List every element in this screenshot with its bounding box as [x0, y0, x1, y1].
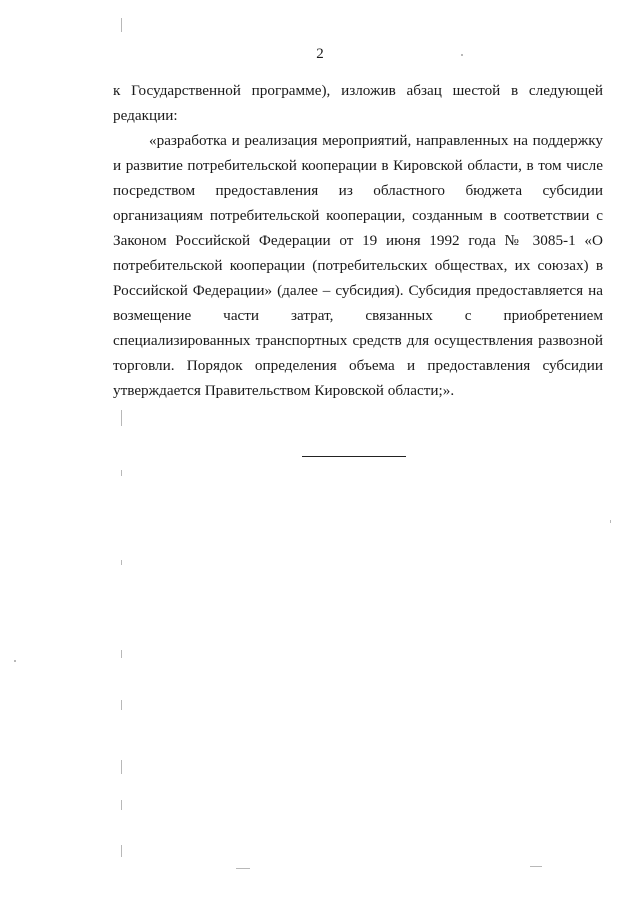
- scan-artifact: [461, 54, 463, 56]
- scan-artifact: [121, 845, 122, 857]
- scan-artifact: [610, 520, 611, 523]
- scan-artifact: [121, 700, 122, 710]
- paragraph-continuation: к Государственной программе), изложив абзац шестой в следующей редакции:: [113, 82, 603, 124]
- paragraph-amendment-text: «разработка и реализация мероприятий, направленных на поддержку и развитие потребительской кооперации в Кировской области, в том числе посредством предоставления из областного бюджета субсидии организациям потребительской кооперации, созданным в соответствии с Законом Российской Федерации от 19 июня 1992 года № 3085-1 «О потребительской кооперации (потребительских обществах, их союзах) в Российской Федерации» (далее – субсидия). Субсидия предоставляется на возмещение части затрат, связанных с приобретением специализированных транспортных средств для осуществления развозной торговли. Порядок определения объема и предоставления субсидии утверждается Правительством Кировской области;».: [113, 132, 603, 399]
- scan-artifact: [121, 760, 122, 774]
- scan-artifact: [121, 470, 122, 476]
- scan-artifact: [121, 410, 122, 426]
- page-number: 2: [316, 46, 324, 62]
- document-body: [113, 78, 603, 403]
- scan-artifact: [121, 560, 122, 565]
- scan-artifact: [121, 650, 122, 658]
- scan-artifact: [121, 800, 122, 810]
- scan-artifact: [121, 18, 122, 32]
- scan-artifact: [530, 866, 542, 867]
- end-divider-line: [302, 456, 406, 457]
- scan-artifact: [14, 660, 16, 662]
- scan-artifact: [236, 868, 250, 869]
